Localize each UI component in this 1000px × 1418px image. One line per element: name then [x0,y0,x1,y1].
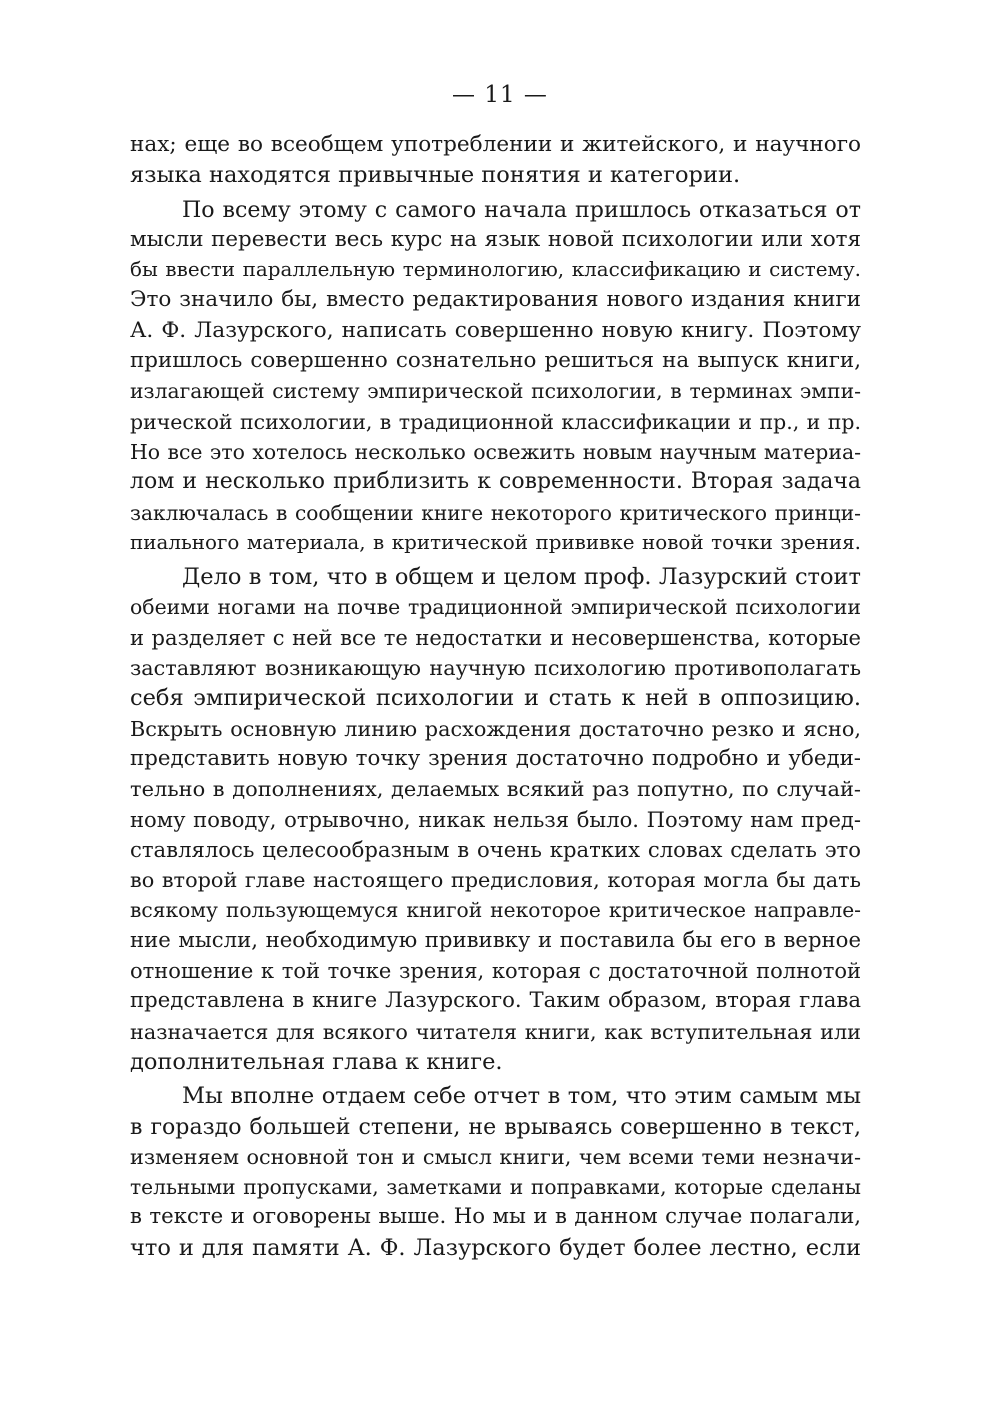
text-line: А. Ф. Лазурского, написать совершенно новую книгу. Поэтому [130,317,861,343]
text-line: пришлось совершенно сознательно решиться на выпуск книги, [130,348,861,374]
text-line: Дело в том, что в общем и целом проф. Лазурский стоит [182,564,861,591]
text-line: Мы вполне отдаем себе отчет в том, что этим самым мы [182,1083,861,1110]
text-line: заставляют возникающую научную психологию противополагать [130,656,861,681]
text-line: в гораздо большей степени, не врываясь совершенно в текст, [130,1113,861,1140]
text-line: пиального материала, в критической прививке новой точки зрения. [130,530,861,554]
paragraph-1 [130,130,861,191]
text-line: отношение к той точке зрения, которая с достаточной полнотой [130,958,861,984]
text-line: излагающей систему эмпирической психологии, в терминах эмпи- [130,379,861,404]
text-line: По всему этому с самого начала пришлось отказаться от [182,196,861,223]
text-line: назначается для всякого читателя книги, как вступительная или [130,1019,861,1044]
text-line: представить новую точку зрения достаточно подробно и убеди- [130,745,861,771]
text-line: мысли перевести весь курс на язык новой психологии или хотя [130,226,861,252]
text-line: нах; еще во всеобщем употреблении и житейского, и научного [130,132,861,157]
text-line: всякому пользующемуся книгой некоторое критическое направле- [130,898,861,923]
text-line: языка находятся привычные понятия и категории. [130,162,741,189]
text-line: Это значило бы, вместо редактирования нового издания книги [130,287,861,313]
text-line: дополнительная глава к книге. [130,1048,503,1075]
text-line: что и для памяти А. Ф. Лазурского будет более лестно, если [130,1234,861,1261]
text-line: Вскрыть основную линию расхождения достаточно резко и ясно, [130,716,861,741]
paragraph-3 [130,562,861,1077]
text-line: бы ввести параллельную терминологию, классификацию и систему. [130,258,861,282]
text-line: во второй главе настоящего предисловия, которая могла бы дать [130,868,861,893]
text-line: ному поводу, отрывочно, никак нельзя было. Поэтому нам пред- [130,806,861,832]
text-line: заключалась в сообщении книге некоторого критического принци- [130,500,861,525]
text-line: обеими ногами на почве традиционной эмпирической психологии [130,595,861,620]
text-line: себя эмпирической психологии и стать к ней в оппозицию. [130,685,861,712]
text-line: Но все это хотелось несколько освежить новым научным материа- [130,439,861,464]
text-line: и разделяет с ней все те недостатки и несовершенства, которые [130,624,861,650]
text-line: лом и несколько приблизить к современности. Вторая задача [130,469,861,495]
paragraph-4 [130,1081,861,1263]
body-text [130,130,861,1263]
page-number: — 11 — [452,82,548,108]
text-line: ние мысли, необходимую прививку и поставила бы его в верное [130,927,861,953]
paragraph-2 [130,195,861,559]
text-line: ставлялось целесообразным в очень кратких словах сделать это [130,836,861,862]
text-line: представлена в книге Лазурского. Таким образом, вторая глава [130,988,861,1014]
text-line: тельными пропусками, заметками и поправками, которые сделаны [130,1175,861,1200]
text-line: тельно в дополнениях, делаемых всякий раз попутно, по случай- [130,777,861,802]
text-line: в тексте и оговорены выше. Но мы и в данном случае полагали, [130,1204,861,1230]
text-line: изменяем основной тон и смысл книги, чем всеми теми незначи- [130,1144,861,1169]
text-line: рической психологии, в традиционной классификации и пр., и пр. [130,409,861,434]
